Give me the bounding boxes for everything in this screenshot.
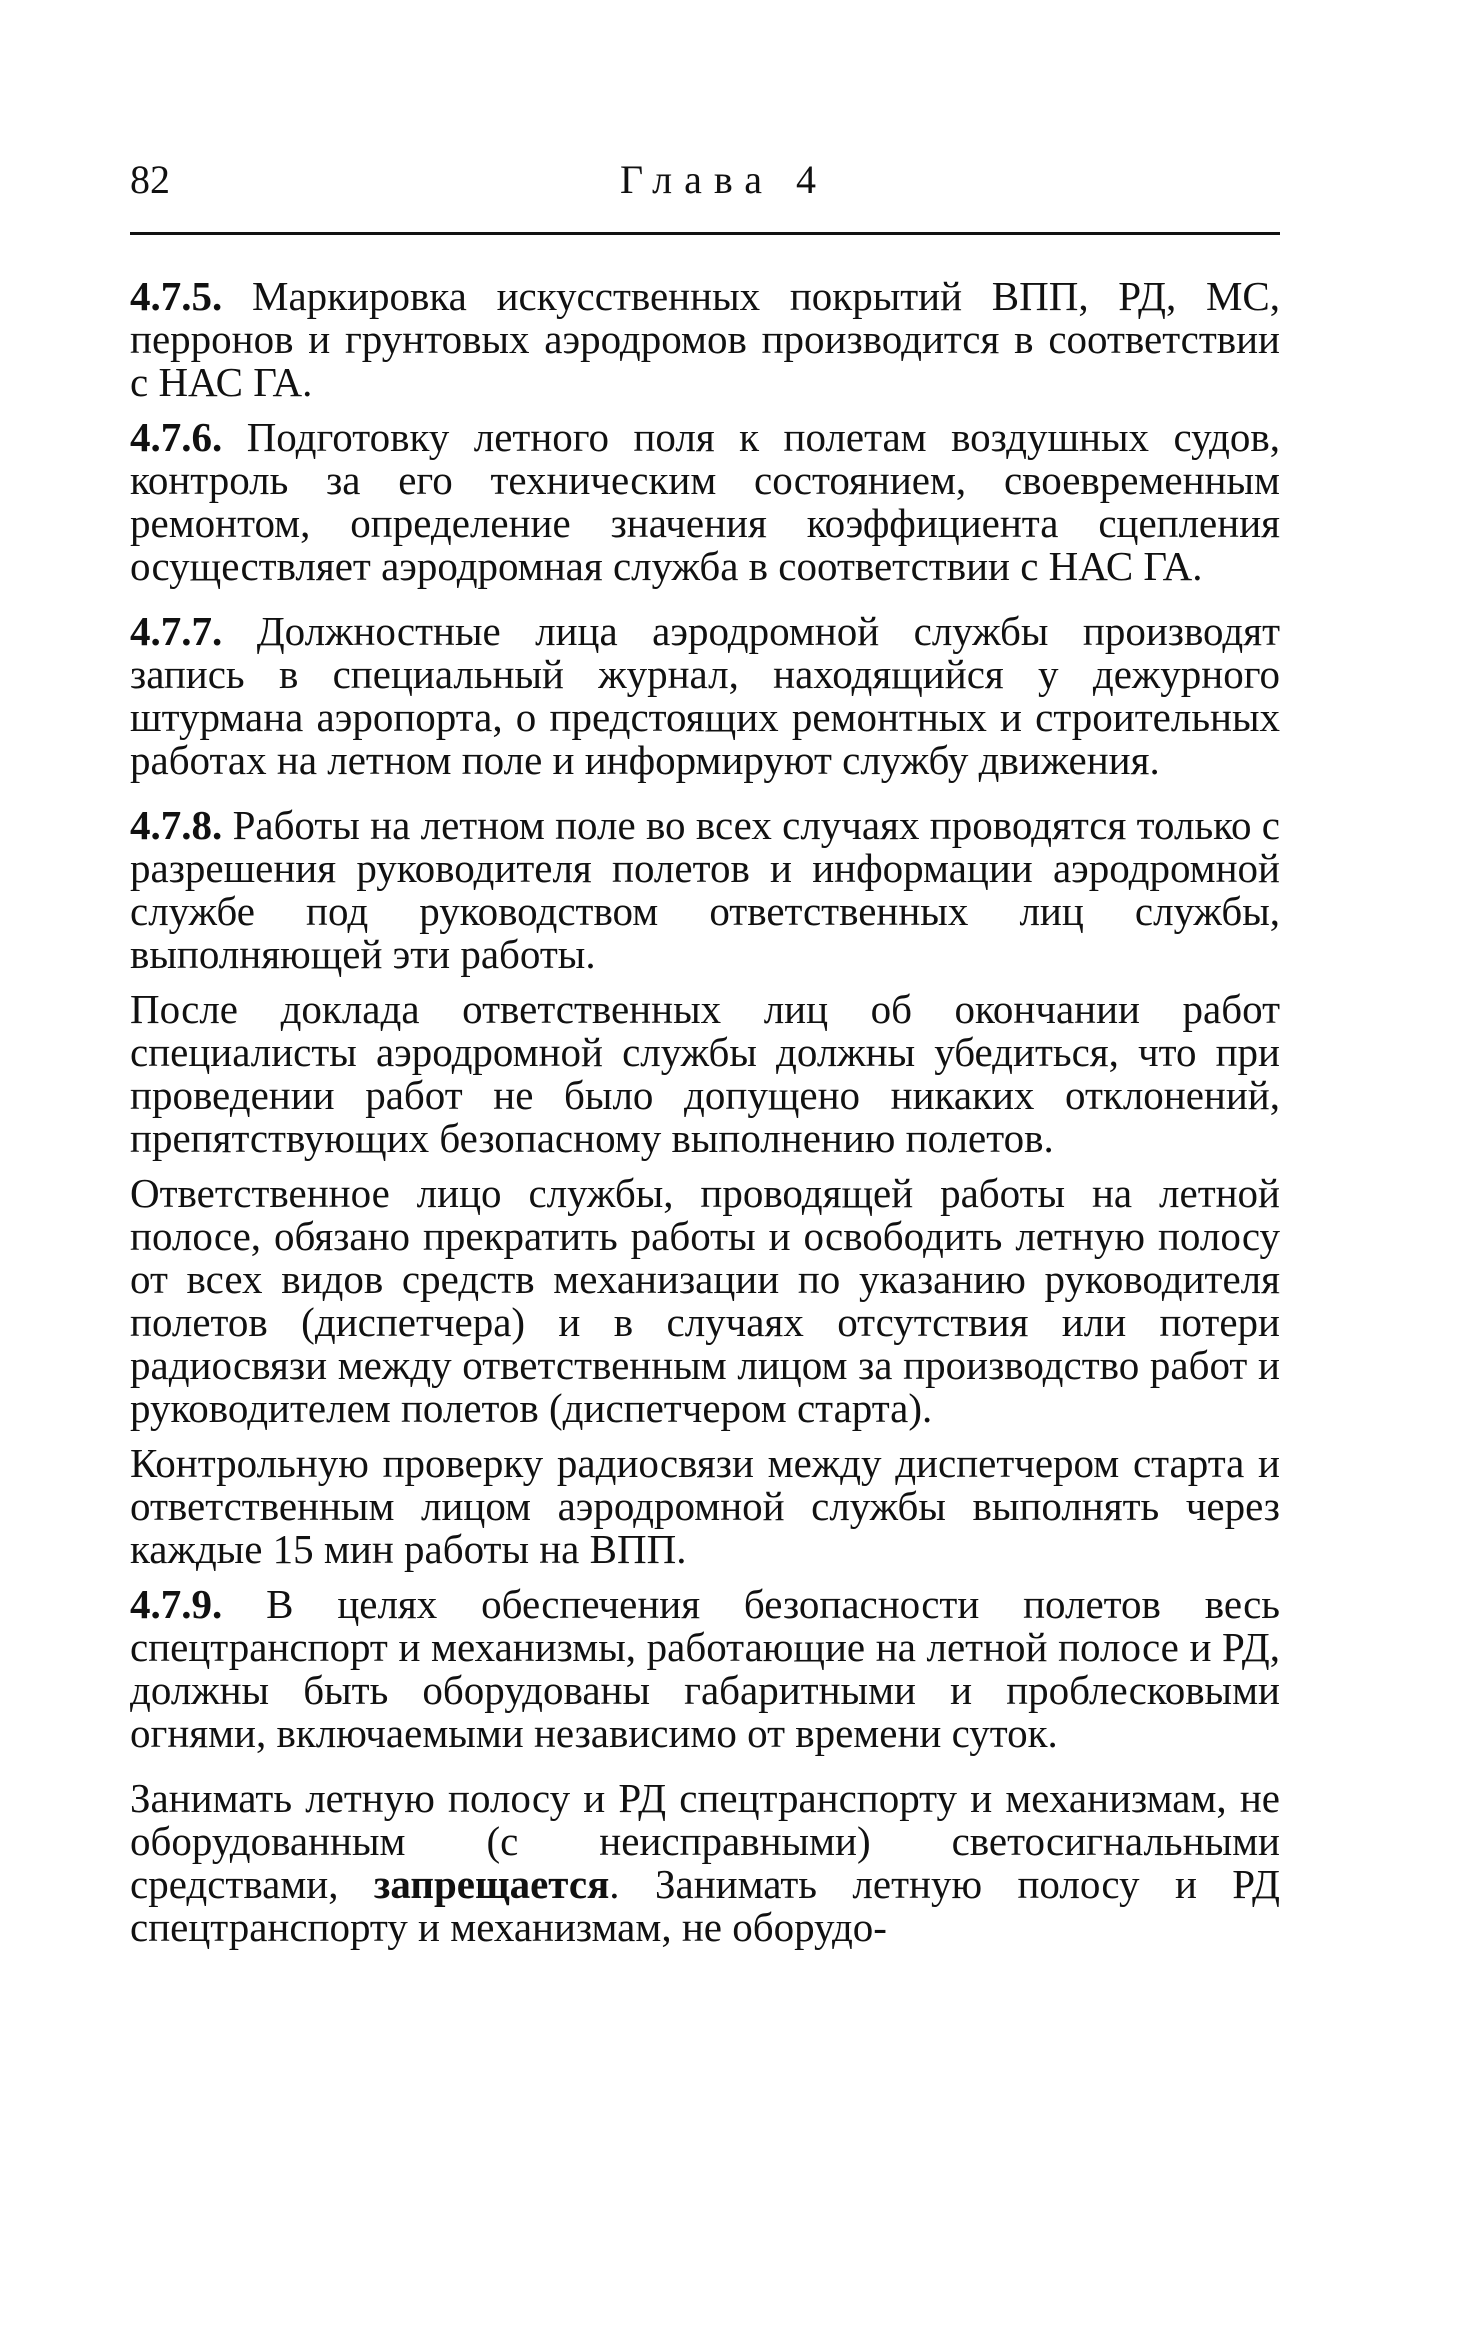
- paragraph-number: 4.7.6.: [130, 414, 223, 460]
- paragraph-text: В целях обеспечения безопасности полетов весь спецтранспорт и механизмы, работающие на летной полосе и РД, должны быть оборудованы габаритными и проблесковыми огнями, включаемыми независимо от времени суток.: [130, 1581, 1281, 1756]
- running-head: [130, 150, 1280, 210]
- paragraph-4-7-8: [130, 804, 1280, 976]
- chapter-title: Глава 4: [620, 157, 828, 202]
- body-text: [130, 275, 1280, 1949]
- paragraph-responsible-person: [130, 1172, 1280, 1430]
- paragraph-text: Маркировка искусственных покрытий ВПП, РД, МС, перронов и грунтовых аэродромов производится в соответствии с НАС ГА.: [130, 273, 1281, 405]
- paragraph-4-7-9: [130, 1583, 1280, 1755]
- paragraph-radio-check: [130, 1442, 1280, 1571]
- paragraph-text: Занимать летную полосу и РД спецтранспорту и механизмам, не оборудованным (с неисправными) светосигнальными средствами,: [130, 1775, 1280, 1907]
- paragraph-text: Должностные лица аэродромной службы производят запись в специальный журнал, находящийся у дежурного штурмана аэропорта, о предстоящих ремонтных и строительных работах на летном поле и информируют службу движения.: [130, 608, 1281, 783]
- paragraph-prohibition: [130, 1777, 1280, 1949]
- emphasis-prohibited: запрещается: [373, 1861, 610, 1907]
- paragraph-text: Ответственное лицо службы, проводящей работы на летной полосе, обязано прекратить работы и освободить летную полосу от всех видов средств механизации по указанию руководителя полетов (диспетчера) и в случаях отсутствия или потери радиосвязи между ответственным лицом за производство работ и руководителем полетов (диспетчером старта).: [130, 1170, 1280, 1431]
- paragraph-after-report: [130, 988, 1280, 1160]
- paragraph-number: 4.7.8.: [130, 802, 223, 848]
- paragraph-number: 4.7.7.: [130, 608, 223, 654]
- page-number: 82: [130, 157, 170, 202]
- paragraph-4-7-6: [130, 416, 1280, 588]
- document-page: [130, 150, 1280, 1961]
- paragraph-number: 4.7.5.: [130, 273, 223, 319]
- paragraph-text: После доклада ответственных лиц об окончании работ специалисты аэродромной службы должны убедиться, что при проведении работ не было допущено никаких отклонений, препятствующих безопасному выполнению полетов.: [130, 986, 1280, 1161]
- paragraph-4-7-5: [130, 275, 1280, 404]
- paragraph-text: Подготовку летного поля к полетам воздушных судов, контроль за его техническим состоянием, своевременным ремонтом, определение значения коэффициента сцепления осуществляет аэродромная служба в соответствии с НАС ГА.: [130, 414, 1280, 589]
- paragraph-number: 4.7.9.: [130, 1581, 223, 1627]
- paragraph-text: Работы на летном поле во всех случаях проводятся только с разрешения руководителя полетов и информации аэродромной службе под руководством ответственных лиц службы, выполняющей эти работы.: [130, 802, 1280, 977]
- paragraph-text-continued: . Занимать летную полосу и РД спецтранспорту и механизмам, не оборудо-: [130, 1861, 1280, 1950]
- header-divider: [130, 232, 1280, 235]
- paragraph-4-7-7: [130, 610, 1280, 782]
- paragraph-text: Контрольную проверку радиосвязи между диспетчером старта и ответственным лицом аэродромной службы выполнять через каждые 15 мин работы на ВПП.: [130, 1440, 1280, 1572]
